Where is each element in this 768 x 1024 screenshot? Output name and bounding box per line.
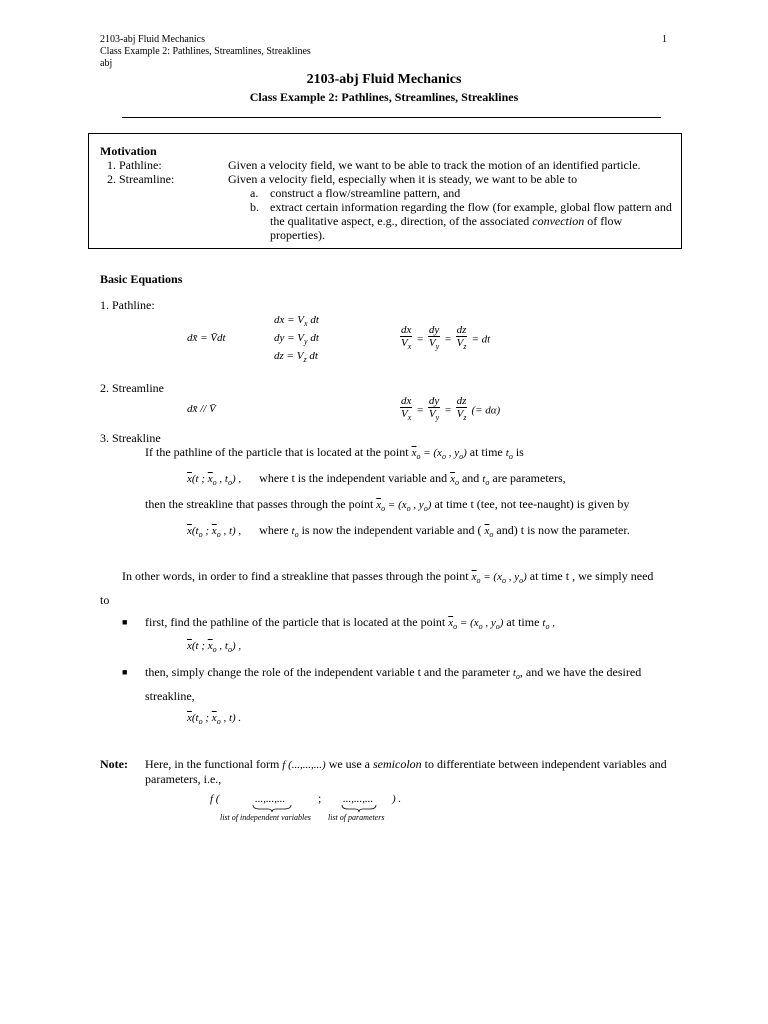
motivation-sub-b-line1: extract certain information regarding the flow (for example, global flow pattern and [270, 200, 672, 214]
streakline-label: 3. Streakline [100, 431, 161, 445]
streamline-label: 2. Streamline [100, 381, 164, 395]
note-label: Note: [100, 757, 128, 771]
header-course: 2103-abj Fluid Mechanics [100, 34, 205, 45]
caption-parameters: list of parameters [328, 813, 385, 822]
page-title: 2103-abj Fluid Mechanics [306, 72, 462, 87]
other-words-to: to [100, 593, 110, 607]
note-line1: Here, in the functional form f (...,...,...) we use a semicolon to differentiate between independent variables and [145, 757, 667, 771]
motivation-heading: Motivation [100, 144, 157, 158]
pathline-eq-dz: dz = $V_z$ dt [274, 350, 318, 365]
form-semicolon: ; [318, 791, 322, 805]
streakline-para2: $\overline{x}(t$ ; $\overline{x}_o$ , $t_o$) , where t is the independent variable and $\overline{x}_o$ and $t_o$ are parameters, [187, 471, 566, 488]
motivation-sub-b-line3: properties). [270, 228, 325, 242]
motivation-sub-b-label: b. [250, 200, 259, 214]
bullet-marker-1: ■ [122, 617, 128, 627]
pathline-vector-eq: dx̄ = V̄dt [187, 332, 226, 344]
bullet-marker-2: ■ [122, 667, 128, 677]
brace-parameters [341, 804, 377, 812]
form-close: ) . [392, 793, 402, 805]
bullet1-text: first, find the pathline of the particle that is located at the point $\overline{x}_o = (x_o$ , $y_o$) at time $t_o$ , [145, 615, 555, 632]
emphasis-convection: convection [532, 214, 585, 228]
page-subtitle: Class Example 2: Pathlines, Streamlines, Streaklines [249, 90, 519, 104]
pathline-eq-dx: dx = $V_x$ dt [274, 314, 319, 329]
form-f: f ( [210, 793, 220, 805]
streamline-ratio-eq: $\frac{dx}{V_x}$ = $\frac{dy}{V_y}$ = $\frac{dz}{V_z}$ (= dα) [401, 395, 501, 423]
pathline-eq-dy: dy = $V_y$ dt [274, 332, 319, 347]
emphasis-semicolon: semicolon [373, 757, 422, 771]
pathline-label: 1. Pathline: [100, 298, 155, 312]
brace-independent-vars [252, 804, 292, 812]
streakline-para1: If the pathline of the particle that is located at the point $\overline{x}_o = (x_o$ , $y_o$) at time $t_o$ is [145, 445, 524, 462]
motivation-sub-b-line2: the qualitative aspect, e.g., direction, of the associated convection of flow [270, 214, 623, 228]
motivation-item2-text: Given a velocity field, especially when it is steady, we want to be able to [228, 172, 578, 186]
motivation-item2-label: 2. Streamline: [107, 172, 175, 186]
note-line2: parameters, i.e., [145, 772, 222, 786]
bullet2-streakline-expr: $\overline{x}(t_o$ ; $\overline{x}_o$ , t) . [187, 712, 242, 727]
header-example: Class Example 2: Pathlines, Streamlines, Streaklines [100, 46, 311, 57]
caption-independent-vars: list of independent variables [220, 813, 311, 822]
page-number: 1 [662, 34, 667, 45]
streakline-para4: $\overline{x}(t_o$ ; $\overline{x}_o$ , t) , where $t_o$ is now the independent variable and ( $\overline{x}_o$ and) t is now the parameter. [187, 523, 630, 540]
motivation-sub-a-label: a. [250, 186, 259, 200]
bullet1-pathline-expr: $\overline{x}(t$ ; $\overline{x}_o$ , $t_o$) , [187, 640, 242, 655]
title-rule [122, 117, 661, 118]
form-dots-1: ...,...,... [255, 793, 286, 805]
streamline-vector-eq: dx̄ // V̄ [187, 403, 216, 415]
bullet2-text: then, simply change the role of the independent variable t and the parameter $t_o$, and we have the desired [145, 665, 642, 682]
streakline-para3: then the streakline that passes through the point $\overline{x}_o = (x_o$ , $y_o$) at time t (tee, not tee-naught) is given by [145, 497, 630, 514]
header-author: abj [100, 58, 113, 69]
other-words-para: In other words, in order to find a streakline that passes through the point $\overline{x}_o = (x_o$ , $y_o$) at time t , we simply need [122, 569, 654, 586]
pathline-ratio-eq: $\frac{dx}{V_x}$ = $\frac{dy}{V_y}$ = $\frac{dz}{V_z}$ = dt [401, 324, 491, 352]
motivation-item1-text: Given a velocity field, we want to be able to track the motion of an identified particle. [228, 158, 641, 172]
form-dots-2: ...,...,... [343, 793, 374, 805]
bullet2-streakline: streakline, [145, 689, 195, 703]
basic-equations-heading: Basic Equations [100, 272, 183, 286]
motivation-item1-label: 1. Pathline: [107, 158, 162, 172]
motivation-sub-a-text: construct a flow/streamline pattern, and [270, 186, 461, 200]
